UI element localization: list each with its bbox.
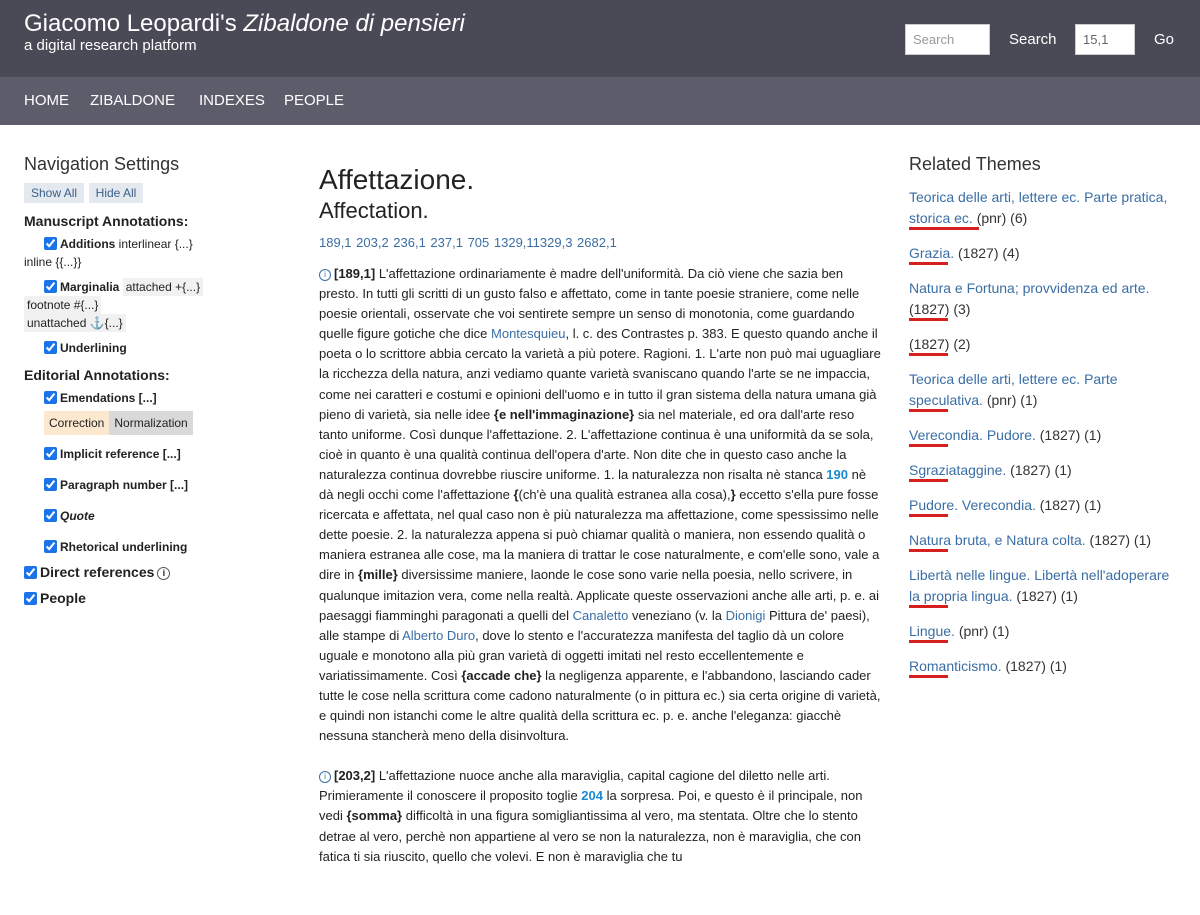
- person-link-dionigi[interactable]: Dionigi: [725, 607, 766, 623]
- search-button[interactable]: Search: [1001, 24, 1065, 55]
- site-title-italic: Zibaldone di pensieri: [243, 10, 465, 37]
- red-underline: [909, 640, 948, 643]
- theme-item: [909, 425, 1184, 447]
- red-underline: [909, 227, 979, 230]
- quote-label: Quote: [60, 509, 95, 523]
- page-ref-204[interactable]: 204: [581, 788, 603, 804]
- addition-text: {mille}: [358, 567, 398, 583]
- page-jump-input[interactable]: [1075, 24, 1135, 55]
- theme-item: [909, 495, 1184, 517]
- red-underline: [909, 605, 948, 608]
- theme-link[interactable]: Natura bruta, e Natura colta.: [909, 532, 1086, 548]
- red-underline: [909, 262, 948, 265]
- site-subtitle: a digital research platform: [24, 37, 197, 54]
- direct-references-checkbox[interactable]: [24, 566, 37, 579]
- marginalia-option: [27, 278, 254, 332]
- theme-link[interactable]: Romanticismo.: [909, 658, 1002, 674]
- info-icon[interactable]: i: [319, 269, 331, 281]
- theme-item: [909, 460, 1184, 482]
- paragraph-203-2: [319, 766, 881, 866]
- marginalia-label: Marginalia: [60, 280, 120, 294]
- nav-home[interactable]: HOME: [24, 92, 69, 109]
- direct-references-option: [24, 564, 254, 580]
- nav-indexes[interactable]: INDEXES: [199, 92, 265, 109]
- text-segment: diversissime maniere, laonde le cose sono varie nella poesia, nello scrivere, in qualunque imitazion vera, come nella realtà. Applicate queste osservazioni anche alle arti, p. e. ai paesaggi fiamminghi paragonati a quelli del: [319, 567, 880, 623]
- theme-item: [909, 621, 1184, 643]
- additions-label: Additions: [60, 237, 116, 251]
- theme-meta: (1827) (1): [1035, 427, 1102, 443]
- additions-option: [24, 235, 254, 271]
- red-underline: [909, 318, 948, 321]
- theme-link[interactable]: Teorica delle arti, lettere ec. Parte pratica, storica ec.: [909, 189, 1168, 226]
- related-themes: [909, 150, 1184, 691]
- theme-meta: (pnr) (6): [972, 210, 1028, 226]
- text-segment: , l. c. des Contrastes p. 383. E questo quando anche il poeta o lo scrittore abbia cercato la varietà a più potere. Ragioni. 1. L'arte non può mai uguagliare la ricchezza della natura, anzi vediamo quante varietà svaniscano quando l'arte se ne impaccia, come nei caratteri e costumi e opinioni dell'uomo e in tutto il gran sistema della natura umana già pieno di varietà, sia nelle idee: [319, 326, 881, 422]
- red-underline: [909, 444, 948, 447]
- theme-link[interactable]: Sgraziataggine.: [909, 462, 1007, 478]
- emendations-label: Emendations [...]: [60, 391, 157, 405]
- theme-meta: (1827) (1): [1035, 497, 1102, 513]
- text-segment: la negligenza apparente, e l'abbandono, lasciando cader tutte le cose nella scrittura come cadono naturalmente (o in pittura ec.) sia certa origine di varietà, e quindi non istanchi come le altre qualità della scrittura ec. p. e. anche l'eleganza: giacchè nessuna stancherà meno della disinvoltura.: [319, 667, 881, 744]
- related-themes-title: Related Themes: [909, 154, 1041, 174]
- inline-tag: inline {{...}}: [24, 255, 82, 269]
- text-segment: la sorpresa. Poi, e questo è il principale, non vedi: [319, 788, 863, 824]
- implicit-reference-option: [44, 445, 254, 463]
- addition-brace: {: [513, 487, 519, 503]
- correction-tag: Correction: [44, 411, 109, 435]
- paragraph-number: [203,2]: [334, 768, 376, 784]
- main-content: [319, 163, 881, 867]
- theme-meta: (pnr) (1): [982, 392, 1038, 408]
- rhetorical-underlining-label: Rhetorical underlining: [60, 540, 188, 554]
- normalization-tag: Normalization: [109, 411, 192, 435]
- people-label: People: [40, 590, 86, 606]
- underlining-option: [44, 339, 254, 357]
- theme-meta: (1827) (2): [909, 336, 971, 352]
- hide-all-button[interactable]: Hide All: [89, 183, 144, 203]
- theme-link[interactable]: Libertà nelle lingue. Libertà nell'adoperare la propria lingua.: [909, 567, 1170, 604]
- theme-meta: (pnr) (1): [954, 623, 1010, 639]
- addition-text: {accade che}: [461, 667, 542, 683]
- text-segment: Pittura de' paesi), alle stampe di: [319, 607, 870, 643]
- addition-text: (ch'è una qualità estranea alla cosa),: [518, 487, 731, 503]
- person-link-canaletto[interactable]: Canaletto: [572, 607, 629, 623]
- text-segment: nè dà negli occhi come l'affettazione: [319, 466, 867, 503]
- theme-meta: (1827) (3): [909, 301, 971, 317]
- red-underline: [909, 409, 948, 412]
- marginalia-checkbox[interactable]: [44, 280, 57, 293]
- theme-link[interactable]: Grazia.: [909, 245, 955, 261]
- theme-link[interactable]: Teorica delle arti, lettere ec. Parte speculativa.: [909, 371, 1118, 408]
- nav-zibaldone[interactable]: ZIBALDONE: [90, 92, 176, 109]
- emendations-option: [44, 389, 254, 435]
- people-checkbox[interactable]: [24, 592, 37, 605]
- theme-item: [909, 565, 1184, 608]
- theme-item: [909, 187, 1184, 230]
- implicit-reference-label: Implicit reference [...]: [60, 447, 181, 461]
- paragraph-number-label: Paragraph number [...]: [60, 478, 189, 492]
- quote-checkbox[interactable]: [44, 509, 57, 522]
- unattached-tag: unattached ⚓{...}: [24, 314, 126, 332]
- footnote-tag: footnote #{...}: [24, 296, 101, 314]
- implicit-reference-checkbox[interactable]: [44, 447, 57, 460]
- site-header: [0, 0, 1200, 77]
- theme-link[interactable]: Verecondia. Pudore.: [909, 427, 1036, 443]
- theme-meta: (1827) (1): [1085, 532, 1152, 548]
- text-segment: eccetto s'ella pure fosse ricercata e affettata, nel qual caso non è più naturalezza ma affettazione, come spessissimo nelle dette poesie. 2. la naturalezza appena si può chiamar qualità o maniera, non essendo qualità o maniera estranea alle cose, ma la maniera di trattar le cose naturalmente, e com'elle sono, vale a dire in: [319, 487, 880, 583]
- emendations-checkbox[interactable]: [44, 391, 57, 404]
- person-link-montesquieu[interactable]: Montesquieu: [491, 326, 566, 342]
- red-underline: [909, 549, 948, 552]
- theme-item: [909, 334, 1184, 356]
- show-all-button[interactable]: Show All: [24, 183, 84, 203]
- paragraph-number-checkbox[interactable]: [44, 478, 57, 491]
- rhetorical-underlining-checkbox[interactable]: [44, 540, 57, 553]
- info-icon[interactable]: i: [157, 567, 170, 580]
- page-ref-190[interactable]: 190: [826, 466, 848, 482]
- text-segment: L'affettazione ordinariamente è madre dell'uniformità. Da ciò viene che sazia ben presto. In tutti gli scritti di un gusto falso e affettato, come in tante poesie straniere, come nelle poesie orientali, osservate che voi sentirete sempre un senso di monotonia, come guardando quelle figure gotiche che dice: [319, 266, 860, 342]
- theme-item: [909, 656, 1184, 678]
- paragraph-number-option: [44, 476, 254, 494]
- attached-tag: attached +{...}: [123, 278, 203, 296]
- people-option: [24, 590, 254, 606]
- theme-meta: (1827) (1): [1012, 588, 1078, 604]
- text-segment: difficoltà in una figura somigliantissima al vero, ma stentata. Oltre che lo stento detrae al vero, perchè non appartiene al vero se non la naturalezza, non è maraviglia, che con fatica ti sia riuscito, quello che volevi. E non è maraviglia che tu: [319, 808, 862, 864]
- paragraph-references[interactable]: 189,1 203,2 236,1 237,1 705 1329,11329,3 2682,1: [319, 235, 617, 250]
- red-underline: [909, 514, 948, 517]
- manuscript-annotations-title: Manuscript Annotations:: [24, 213, 189, 229]
- paragraph-189-1: [319, 264, 881, 746]
- main-nav: [0, 77, 1200, 125]
- theme-item: [909, 530, 1184, 552]
- interlinear-tag: interlinear {...}: [118, 237, 193, 251]
- underlining-checkbox[interactable]: [44, 341, 57, 354]
- navigation-settings-title: Navigation Settings: [24, 154, 180, 174]
- red-underline: [909, 675, 948, 678]
- page-subtitle: Affectation.: [319, 198, 429, 223]
- theme-meta: (1827) (4): [954, 245, 1020, 261]
- site-title-main: Giacomo Leopardi's: [24, 10, 237, 37]
- nav-people[interactable]: PEOPLE: [284, 92, 345, 109]
- theme-meta: (1827) (1): [1006, 462, 1072, 478]
- page-title: Affettazione.: [319, 164, 475, 195]
- person-link-alberto-duro[interactable]: Alberto Duro: [402, 627, 476, 643]
- paragraph-number: [189,1]: [334, 266, 376, 281]
- addition-brace: }: [730, 487, 736, 503]
- red-underline: [909, 353, 948, 356]
- theme-link[interactable]: Lingue.: [909, 623, 955, 639]
- theme-meta: (1827) (1): [1001, 658, 1067, 674]
- addition-text: {somma}: [346, 808, 403, 824]
- quote-option: [44, 507, 254, 525]
- text-segment: , dove lo stento e l'accuratezza manifesta del taglio dà un colore uguale e monotono alla più gran varietà di oggetti imitati nel resto eccellentemente e variatissimamente. Così: [319, 627, 844, 683]
- rhetorical-underlining-option: [44, 538, 254, 556]
- underlining-label: Underlining: [60, 341, 127, 355]
- theme-link[interactable]: Pudore. Verecondia.: [909, 497, 1036, 513]
- text-segment: sia nel materiale, ed ora dall'arte reso tanto uniforme. Così dunque l'affettazione. 2. L'affettazione continua è una uniformità da se sola, cioè in quanto è una qualità continua dell'opera d'arte. Non dite che in questo caso anche la naturalezza continua dovrebbe riuscire uniforme. 1. la naturalezza non risalta nè stanca: [319, 406, 874, 482]
- search-input[interactable]: [905, 24, 990, 55]
- site-title[interactable]: [24, 10, 465, 38]
- editorial-annotations-title: Editorial Annotations:: [24, 367, 170, 383]
- theme-item: [909, 278, 1184, 321]
- direct-references-label: Direct references: [40, 564, 155, 580]
- theme-item: [909, 243, 1184, 265]
- addition-text: {e nell'immaginazione}: [493, 406, 635, 422]
- theme-item: [909, 369, 1184, 412]
- theme-link[interactable]: Natura e Fortuna; provvidenza ed arte.: [909, 280, 1150, 296]
- text-segment: veneziano (v. la: [628, 607, 726, 623]
- info-icon[interactable]: i: [319, 771, 331, 783]
- go-button[interactable]: Go: [1146, 24, 1182, 55]
- text-segment: L'affettazione nuoce anche alla maraviglia, capital cagione del diletto nelle arti. Primieramente il conoscere il proposito toglie: [319, 768, 830, 804]
- additions-checkbox[interactable]: [44, 237, 57, 250]
- red-underline: [909, 479, 948, 482]
- navigation-settings: [24, 150, 254, 616]
